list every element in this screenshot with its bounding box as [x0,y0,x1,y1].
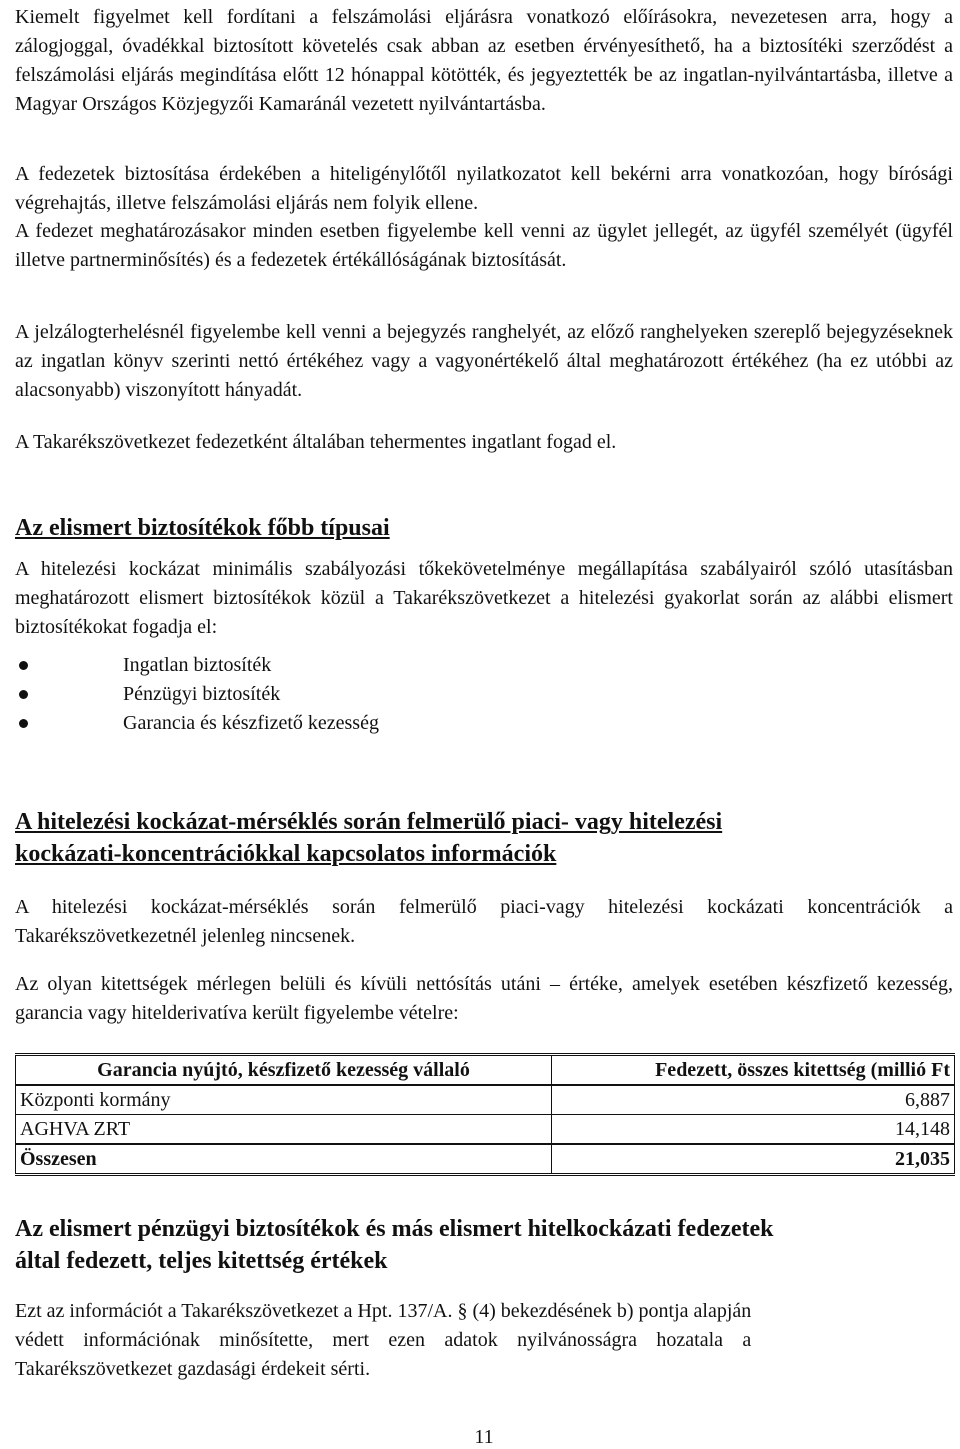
paragraph-protected-information [15,1297,751,1384]
table-row [16,1115,955,1145]
table-row [16,1085,955,1115]
bullet-icon [19,690,28,699]
column-header-exposure: Fedezett, összes kitettség (millió Ft [552,1055,955,1086]
table-cell-total-label: Összesen [16,1144,552,1175]
text-line: Ezt az információt a Takarékszövetkezet a Hpt. 137/A. § (4) bekezdésének b) pontja alapján [15,1300,752,1322]
guarantee-table [15,1053,955,1176]
list-item [15,680,379,709]
paragraph-collateral-determination: A fedezet meghatározásakor minden esetben figyelembe kell venni az ügylet jellegét, az ügyfél személyét (ügyfél illetve partnerminősítés) és a fedezetek értékállóságának biztosítását. [15,220,953,271]
section-heading-collateral-types: Az elismert biztosítékok főbb típusai [15,515,390,541]
text-line: Takarékszövetkezet gazdasági érdekeit sérti. [15,1358,371,1380]
list-item [15,709,379,738]
paragraph-declaration: A fedezetek biztosítása érdekében a hiteligénylőtől nyilatkozatot kell bekérni arra vonatkozóan, hogy bírósági végrehajtás, illetve felszámolási eljárás nem folyik ellene. [15,163,953,214]
table-total-row [16,1144,955,1175]
heading-line-1: Az elismert pénzügyi biztosítékok és más elismert hitelkockázati fedezetek [15,1216,774,1242]
list-item-label: Ingatlan biztosíték [123,654,272,676]
list-item-label: Pénzügyi biztosíték [123,683,281,705]
table-cell-name: Központi kormány [16,1085,552,1115]
page-number: 11 [474,1426,494,1448]
paragraph-no-concentrations: A hitelezési kockázat-mérséklés során felmerülő piaci-vagy hitelezési kockázati koncentrációk a Takarékszövetkezetnél jelenleg nincsenek. [15,896,953,947]
heading-line-1: A hitelezési kockázat-mérséklés során felmerülő piaci- vagy hitelezési [15,809,723,835]
column-header-guarantor: Garancia nyújtó, készfizető kezesség vállaló [16,1055,552,1086]
text-line: védett információnak minősítette, mert ezen adatok nyilvánosságra hozatala a [15,1329,752,1351]
heading-line-2: kockázati-koncentrációkkal kapcsolatos információk [15,841,557,867]
table-cell-value: 14,148 [552,1115,955,1145]
table-header-row [16,1055,955,1086]
section-heading-financial-collateral [15,1213,774,1277]
section-heading-risk-concentration [15,806,722,870]
list-item-label: Garancia és készfizető kezesség [123,712,379,734]
bullet-icon [19,661,28,670]
paragraph-unencumbered-property: A Takarékszövetkezet fedezetként általában tehermentes ingatlant fogad el. [15,431,617,453]
table-cell-name: AGHVA ZRT [16,1115,552,1145]
paragraph-collateral-intro: A hitelezési kockázat minimális szabályozási tőkekövetelménye megállapítása szabályairól szóló utasításban meghatározott elismert biztosítékok közül a Takarékszövetkezet a hitelezési gyakorlat során az alábbi elismert biztosítékokat fogadja el: [15,558,953,638]
table-cell-value: 6,887 [552,1085,955,1115]
list-item [15,651,379,680]
paragraph-mortgage-rank: A jelzálogterhelésnél figyelembe kell venni a bejegyzés ranghelyét, az előző ranghelyeken szereplő bejegyzéseknek az ingatlan könyv szerinti nettó értékéhez vagy a vagyonértékelő által meghatározott értékéhez (ha ez utóbbi az alacsonyabb) viszonyított hányadát. [15,321,953,401]
collateral-type-list [15,651,379,738]
paragraph-liquidation: Kiemelt figyelmet kell fordítani a felszámolási eljárásra vonatkozó előírásokra, nevezetesen arra, hogy a zálogjoggal, óvadékkal biztosított követelés csak abban az esetben érvényesíthető, ha a biztosítéki szerződést a felszámolási eljárás megindítása előtt 12 hónappal kötötték, és jegyeztették be az ingatlan-nyilvántartásba, illetve a Magyar Országos Közjegyzői Kamaránál vezetett nyilvántartásba. [15,6,953,115]
bullet-icon [19,719,28,728]
heading-line-2: által fedezett, teljes kitettség értékek [15,1248,388,1274]
table-cell-total-value: 21,035 [552,1144,955,1175]
paragraph-exposures: Az olyan kitettségek mérlegen belüli és kívüli nettósítás utáni – értéke, amelyek esetében készfizető kezesség, garancia vagy hitelderivatíva került figyelembe vételre: [15,973,953,1024]
